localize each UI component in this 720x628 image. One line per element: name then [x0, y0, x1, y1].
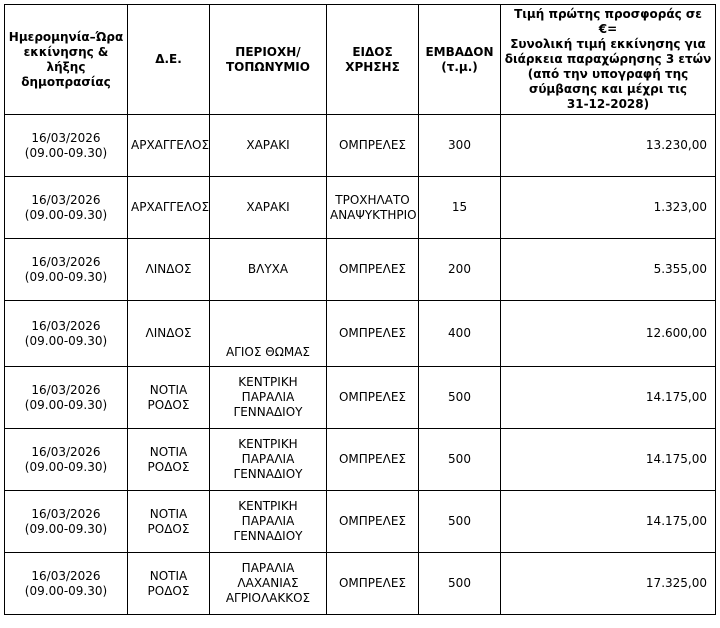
cell-price: 14.175,00: [501, 429, 716, 491]
cell-size: 500: [419, 367, 501, 429]
cell-size: 500: [419, 429, 501, 491]
cell-unit: ΝΟΤΙΑ ΡΟΔΟΣ: [128, 429, 210, 491]
cell-area: ΧΑΡΑΚΙ: [210, 177, 327, 239]
auction-table: [4, 4, 716, 615]
cell-price: 14.175,00: [501, 367, 716, 429]
cell-unit: ΝΟΤΙΑ ΡΟΔΟΣ: [128, 553, 210, 615]
cell-datetime: 16/03/2026 (09.00-09.30): [5, 301, 128, 367]
cell-use-type: ΟΜΠΡΕΛΕΣ: [327, 301, 419, 367]
header-price: Τιμή πρώτης προσφοράς σε €= Συνολική τιμή εκκίνησης για διάρκεια παραχώρησης 3 ετών (από την υπογραφή της σύμβασης και μέχρι τις 31-12-2028): [501, 5, 716, 115]
cell-use-type: ΟΜΠΡΕΛΕΣ: [327, 367, 419, 429]
cell-price: 5.355,00: [501, 239, 716, 301]
header-size: ΕΜΒΑΔΟΝ (τ.μ.): [419, 5, 501, 115]
table-row: [5, 553, 716, 615]
table-row: [5, 301, 716, 367]
table-row: [5, 429, 716, 491]
header-datetime: Ημερομηνία–Ώρα εκκίνησης & λήξης δημοπρασίας: [5, 5, 128, 115]
cell-area: ΑΓΙΟΣ ΘΩΜΑΣ: [210, 301, 327, 367]
table-row: [5, 239, 716, 301]
cell-use-type: ΟΜΠΡΕΛΕΣ: [327, 239, 419, 301]
cell-price: 12.600,00: [501, 301, 716, 367]
table-row: [5, 177, 716, 239]
cell-area: ΚΕΝΤΡΙΚΗ ΠΑΡΑΛΙΑ ΓΕΝΝΑΔΙΟΥ: [210, 367, 327, 429]
cell-size: 400: [419, 301, 501, 367]
header-row: [5, 5, 716, 115]
cell-price: 1.323,00: [501, 177, 716, 239]
cell-area: ΚΕΝΤΡΙΚΗ ΠΑΡΑΛΙΑ ΓΕΝΝΑΔΙΟΥ: [210, 429, 327, 491]
cell-datetime: 16/03/2026 (09.00-09.30): [5, 553, 128, 615]
cell-datetime: 16/03/2026 (09.00-09.30): [5, 177, 128, 239]
cell-datetime: 16/03/2026 (09.00-09.30): [5, 429, 128, 491]
cell-use-type: ΤΡΟΧΗΛΑΤΟ ΑΝΑΨΥΚΤΗΡΙΟ: [327, 177, 419, 239]
cell-unit: ΑΡΧΑΓΓΕΛΟΣ: [128, 115, 210, 177]
table-row: [5, 491, 716, 553]
cell-use-type: ΟΜΠΡΕΛΕΣ: [327, 553, 419, 615]
cell-unit: ΝΟΤΙΑ ΡΟΔΟΣ: [128, 367, 210, 429]
cell-size: 200: [419, 239, 501, 301]
table-row: [5, 367, 716, 429]
header-area: ΠΕΡΙΟΧΗ/ ΤΟΠΩΝΥΜΙΟ: [210, 5, 327, 115]
cell-use-type: ΟΜΠΡΕΛΕΣ: [327, 429, 419, 491]
cell-unit: ΑΡΧΑΓΓΕΛΟΣ: [128, 177, 210, 239]
cell-datetime: 16/03/2026 (09.00-09.30): [5, 115, 128, 177]
cell-use-type: ΟΜΠΡΕΛΕΣ: [327, 115, 419, 177]
table-row: [5, 115, 716, 177]
cell-datetime: 16/03/2026 (09.00-09.30): [5, 491, 128, 553]
cell-datetime: 16/03/2026 (09.00-09.30): [5, 239, 128, 301]
cell-area: ΚΕΝΤΡΙΚΗ ΠΑΡΑΛΙΑ ΓΕΝΝΑΔΙΟΥ: [210, 491, 327, 553]
cell-datetime: 16/03/2026 (09.00-09.30): [5, 367, 128, 429]
cell-area: ΧΑΡΑΚΙ: [210, 115, 327, 177]
cell-size: 500: [419, 491, 501, 553]
cell-size: 500: [419, 553, 501, 615]
cell-use-type: ΟΜΠΡΕΛΕΣ: [327, 491, 419, 553]
cell-unit: ΛΙΝΔΟΣ: [128, 301, 210, 367]
header-use-type: ΕΙΔΟΣ ΧΡΗΣΗΣ: [327, 5, 419, 115]
cell-price: 14.175,00: [501, 491, 716, 553]
header-unit: Δ.Ε.: [128, 5, 210, 115]
cell-size: 15: [419, 177, 501, 239]
cell-area: ΠΑΡΑΛΙΑ ΛΑΧΑΝΙΑΣ ΑΓΡΙΟΛΑΚΚΟΣ: [210, 553, 327, 615]
cell-area: ΒΛΥΧΑ: [210, 239, 327, 301]
cell-unit: ΝΟΤΙΑ ΡΟΔΟΣ: [128, 491, 210, 553]
cell-price: 13.230,00: [501, 115, 716, 177]
cell-unit: ΛΙΝΔΟΣ: [128, 239, 210, 301]
cell-size: 300: [419, 115, 501, 177]
cell-price: 17.325,00: [501, 553, 716, 615]
